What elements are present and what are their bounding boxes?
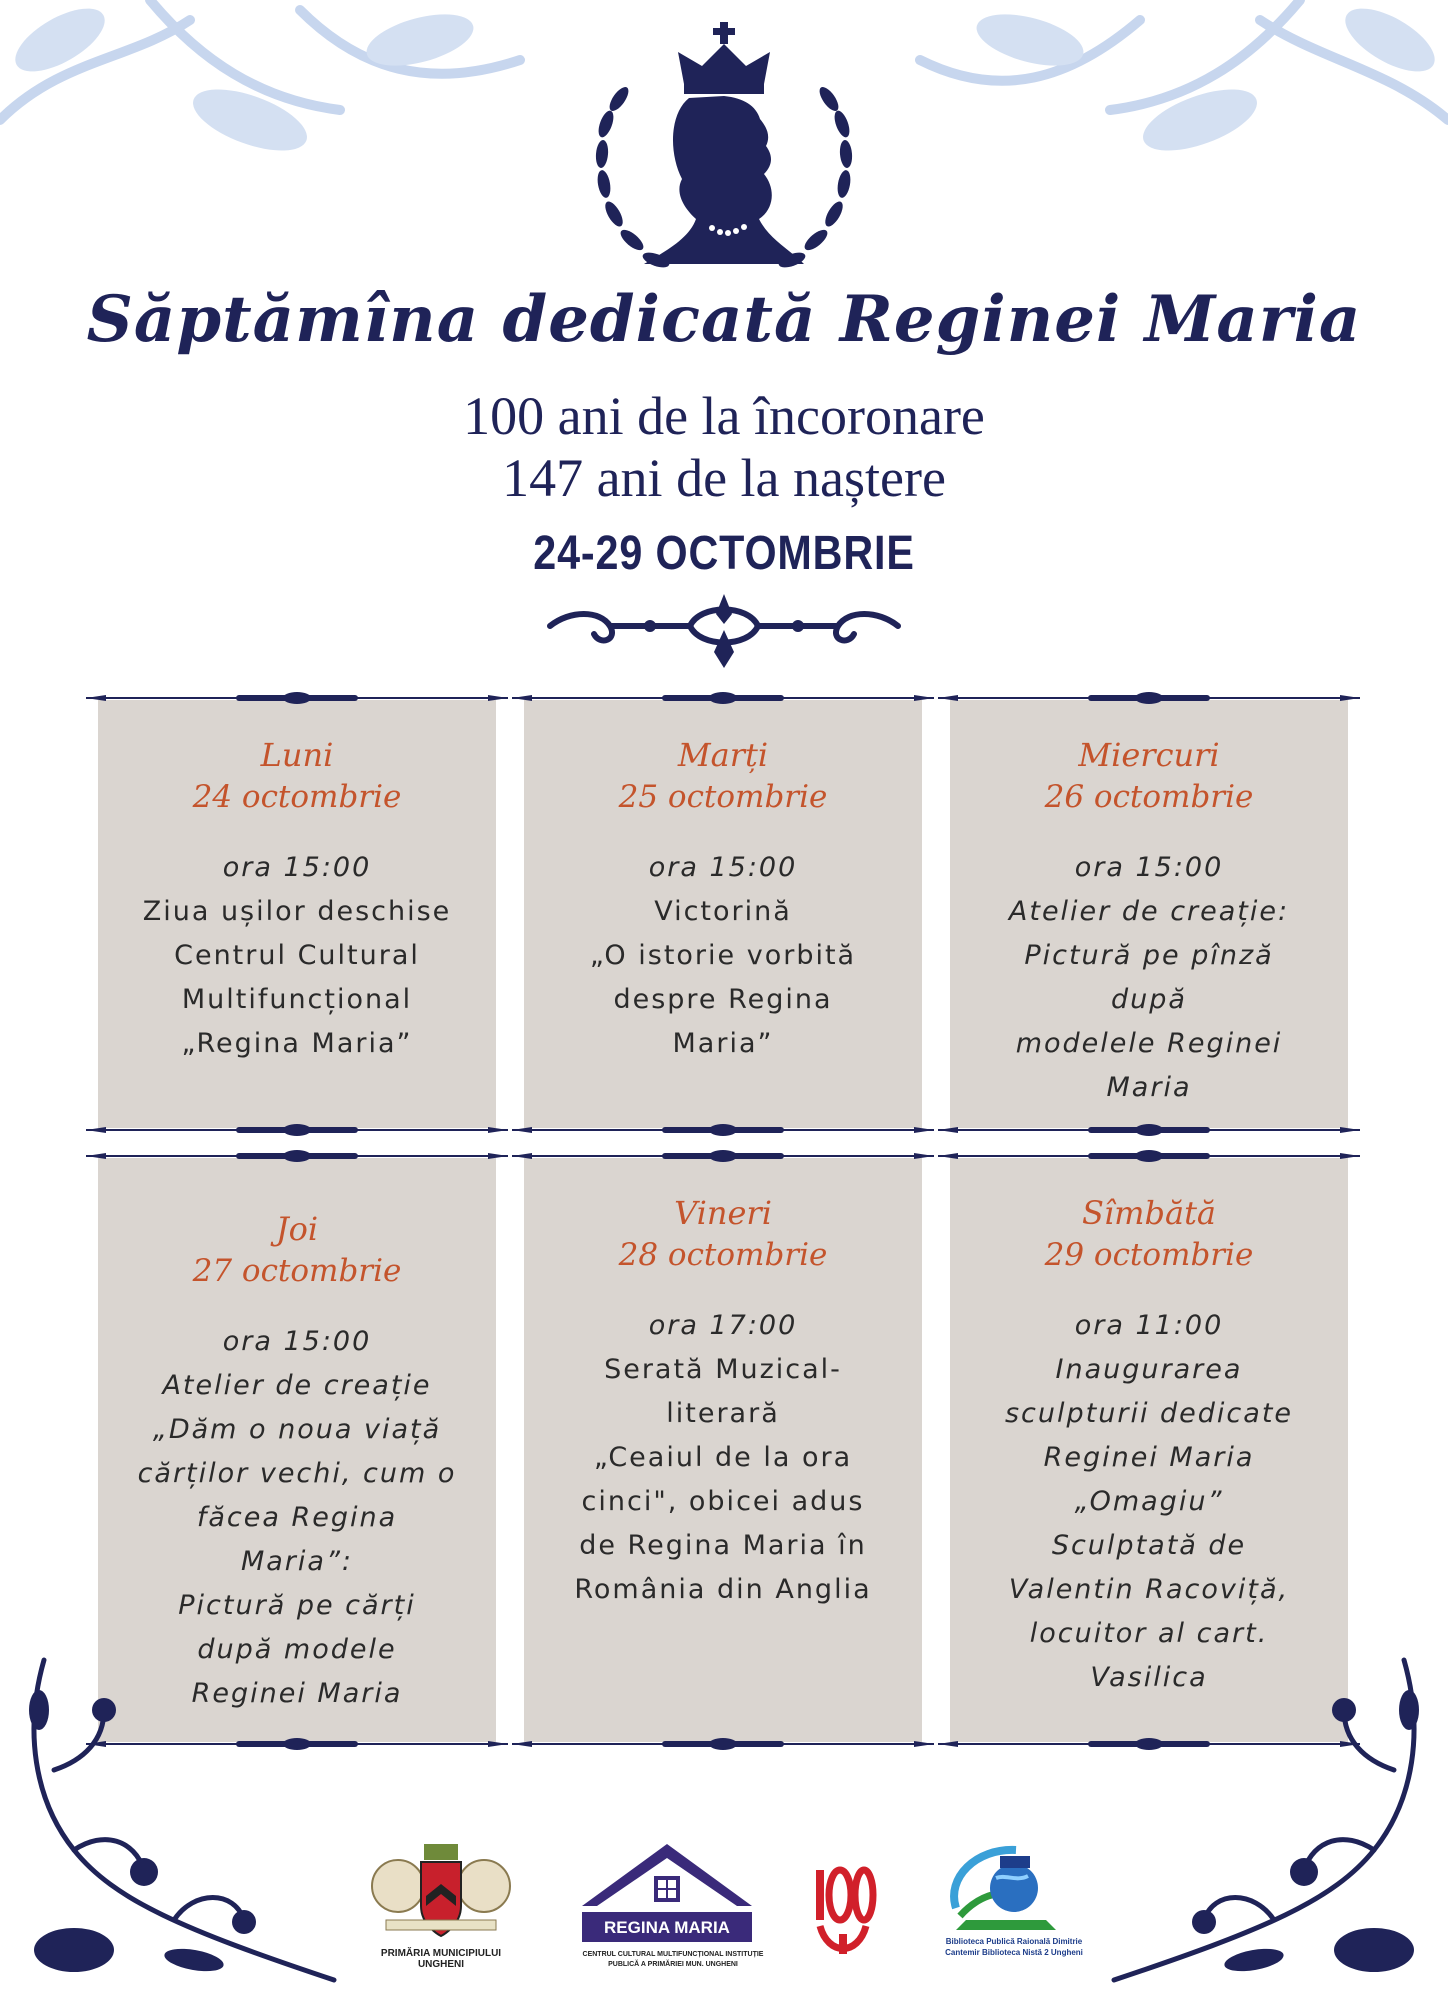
- subtitle-coronation: 100 ani de la încoronare: [463, 386, 985, 446]
- card-description-line: după modele: [197, 1634, 397, 1665]
- biblioteca-logo: [936, 1838, 1083, 1978]
- schedule-card: [524, 700, 922, 1128]
- card-description-line: „Dăm o noua viață: [152, 1414, 442, 1445]
- card-description-line: „Regina Maria”: [181, 1028, 413, 1059]
- card-bottom-divider: [512, 1122, 934, 1138]
- card-description-line: Maria: [1106, 1072, 1192, 1103]
- card-top-divider: [86, 1148, 508, 1164]
- primaria-caption: PRIMĂRIA MUNICIPIULUI UNGHENI: [380, 1948, 502, 1970]
- card-top-divider: [938, 1148, 1360, 1164]
- card-description-line: Atelier de creație:: [1008, 896, 1290, 927]
- card-bottom-divider: [86, 1122, 508, 1138]
- regina-logo-name: REGINA MARIA: [604, 1918, 730, 1937]
- card-time: ora 11:00: [1074, 1310, 1224, 1341]
- page-title: Săptămîna dedicată Reginei Maria: [86, 282, 1362, 357]
- scroll-ornament-icon: [540, 590, 908, 670]
- card-date: 26 octombrie: [1044, 779, 1254, 815]
- card-day: Vineri: [674, 1194, 772, 1232]
- card-bottom-divider: [938, 1122, 1360, 1138]
- card-description-line: Ziua ușilor deschise: [142, 896, 452, 927]
- card-time: ora 15:00: [222, 1326, 372, 1357]
- card-description-line: locuitor al cart.: [1029, 1618, 1269, 1649]
- card-description-line: Inaugurarea: [1055, 1354, 1243, 1385]
- card-bottom-divider: [512, 1736, 934, 1752]
- card-description-line: România din Anglia: [574, 1574, 872, 1605]
- schedule-card: [950, 700, 1348, 1128]
- card-description-line: „O istorie vorbită: [589, 940, 857, 971]
- card-description-line: Maria”: [672, 1028, 774, 1059]
- card-time: ora 15:00: [1074, 852, 1224, 883]
- card-time: ora 15:00: [648, 852, 798, 883]
- library-globe-icon: [936, 1838, 1076, 1938]
- date-range: 24-29 OCTOMBRIE: [533, 527, 915, 580]
- card-day: Luni: [260, 736, 334, 774]
- regina-maria-centre-logo: [572, 1836, 762, 1986]
- card-description-line: despre Regina: [613, 984, 833, 1015]
- schedule-card: [524, 1158, 922, 1742]
- regina-logo-caption: CENTRUL CULTURAL MULTIFUNCȚIONAL INSTITUȚIE PUBLICĂ A PRIMĂRIEI MUN. UNGHENI: [582, 1951, 764, 1968]
- sponsor-logos: [0, 1830, 1448, 1990]
- card-top-divider: [86, 690, 508, 706]
- card-description-line: modelele Reginei: [1015, 1028, 1283, 1059]
- card-description-line: Sculptată de: [1051, 1530, 1247, 1561]
- card-description-line: Vasilica: [1090, 1662, 1208, 1693]
- card-top-divider: [512, 690, 934, 706]
- card-date: 27 octombrie: [192, 1253, 402, 1289]
- card-description-line: Pictură pe pînză: [1024, 940, 1274, 971]
- card-day: Miercuri: [1078, 736, 1220, 774]
- card-date: 24 octombrie: [192, 779, 402, 815]
- card-description-line: literară: [666, 1398, 780, 1429]
- card-description-line: Valentin Racoviță,: [1008, 1574, 1290, 1605]
- card-description-line: Reginei Maria: [191, 1678, 403, 1709]
- card-date: 25 octombrie: [618, 779, 828, 815]
- card-day: Marți: [677, 736, 769, 774]
- card-top-divider: [938, 690, 1360, 706]
- card-date: 29 octombrie: [1044, 1237, 1254, 1273]
- card-top-divider: [512, 1148, 934, 1164]
- card-time: ora 15:00: [222, 852, 372, 883]
- card-description-line: Victorină: [654, 896, 792, 927]
- centenary-emblem-logo: [808, 1860, 878, 1960]
- card-description-line: după: [1111, 984, 1187, 1015]
- primaria-coat-of-arms-logo: [366, 1836, 516, 1986]
- crowned-queen-silhouette-icon: [574, 14, 874, 294]
- card-day: Joi: [275, 1210, 319, 1248]
- card-description-line: Atelier de creație: [162, 1370, 432, 1401]
- card-description-line: Multifuncțional: [181, 984, 413, 1015]
- card-description-line: făcea Regina: [196, 1502, 398, 1533]
- card-day: Sîmbătă: [1082, 1194, 1216, 1232]
- card-description-line: „Omagiu”: [1074, 1486, 1224, 1517]
- schedule-card: [98, 700, 496, 1128]
- card-time: ora 17:00: [648, 1310, 798, 1341]
- card-description-line: Reginei Maria: [1043, 1442, 1255, 1473]
- card-description-line: Pictură pe cărți: [178, 1590, 416, 1621]
- card-description-line: Maria”:: [240, 1546, 354, 1577]
- card-description-line: de Regina Maria în: [579, 1530, 867, 1561]
- card-description-line: cinci", obicei adus: [581, 1486, 865, 1517]
- card-description-line: Serată Muzical-: [604, 1354, 842, 1385]
- card-description-line: cărților vechi, cum o: [137, 1458, 457, 1489]
- card-description-line: sculpturii dedicate: [1004, 1398, 1294, 1429]
- card-date: 28 octombrie: [618, 1237, 828, 1273]
- card-description-line: Centrul Cultural: [174, 940, 420, 971]
- biblioteca-caption: Biblioteca Publică Raională Dimitrie Cantemir Biblioteca Nistă 2 Ungheni: [945, 1937, 1083, 1957]
- coat-of-arms-icon: [366, 1836, 516, 1946]
- subtitle-birth: 147 ani de la naștere: [502, 448, 946, 508]
- centenary-emblem-icon: [808, 1860, 878, 1960]
- card-description-line: „Ceaiul de la ora: [593, 1442, 853, 1473]
